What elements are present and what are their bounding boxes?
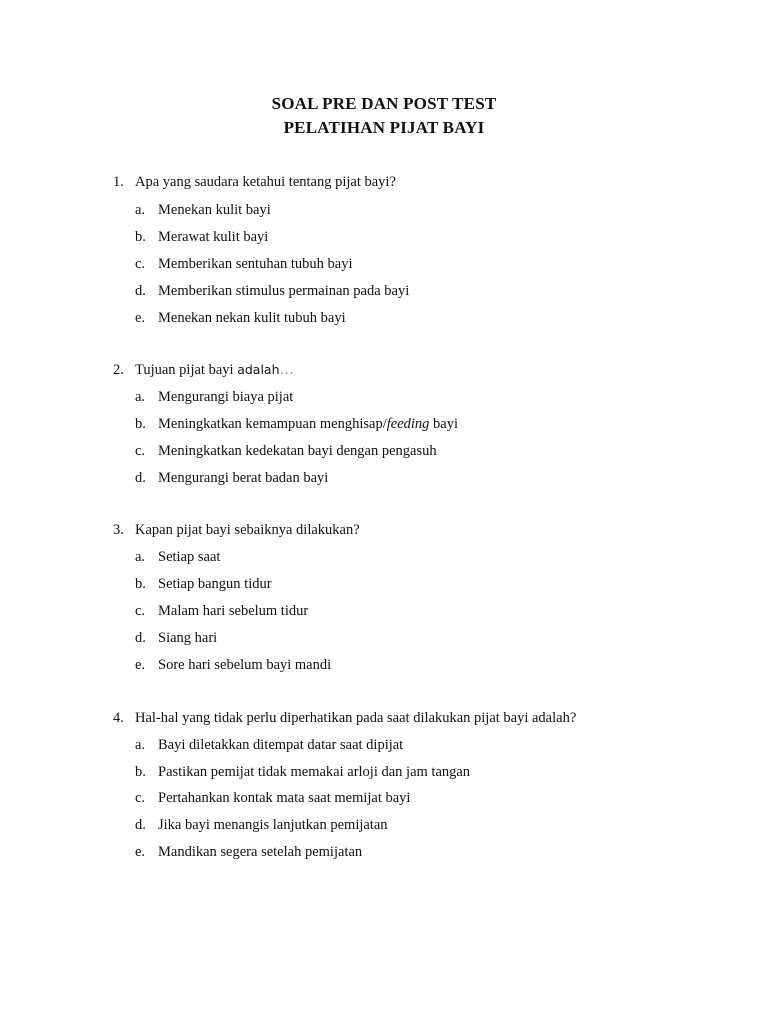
option-letter: c.	[135, 790, 146, 806]
option-letter: b.	[135, 229, 146, 245]
option-text: Menekan kulit bayi	[158, 202, 271, 218]
option-text: Mengurangi berat badan bayi	[158, 470, 329, 486]
option-text: Jika bayi menangis lanjutkan pemijatan	[158, 817, 388, 833]
option-text: Memberikan stimulus permainan pada bayi	[158, 283, 410, 299]
option-letter: c.	[135, 443, 146, 459]
question-number: 1.	[113, 174, 124, 190]
question-text: Apa yang saudara ketahui tentang pijat bayi?	[135, 174, 396, 190]
option-letter: e.	[135, 310, 146, 326]
question-ellipsis: …	[279, 362, 294, 378]
option-letter: a.	[135, 549, 146, 565]
option-text: Pertahankan kontak mata saat memijat bayi	[158, 790, 411, 806]
option-letter: a.	[135, 737, 146, 753]
document-title-line2: PELATIHAN PIJAT BAYI	[283, 118, 485, 137]
option-letter: d.	[135, 817, 146, 833]
option-text: Memberikan sentuhan tubuh bayi	[158, 256, 353, 272]
option-text: Setiap bangun tidur	[158, 576, 272, 592]
document-title-line1: SOAL PRE DAN POST TEST	[271, 94, 497, 113]
option-letter: a.	[135, 389, 146, 405]
option-letter: d.	[135, 470, 146, 486]
option-text-italic: feeding	[386, 416, 430, 432]
question-text-main: Tujuan pijat bayi	[135, 362, 238, 378]
option-text-before: Meningkatkan kemampuan menghisap/	[158, 416, 387, 432]
option-text: Meningkatkan kedekatan bayi dengan pengasuh	[158, 443, 437, 459]
question-number: 4.	[113, 710, 124, 726]
option-letter: a.	[135, 202, 146, 218]
option-letter: b.	[135, 576, 146, 592]
option-text-after: bayi	[429, 416, 459, 432]
option-letter: e.	[135, 844, 146, 860]
option-text: Setiap saat	[158, 549, 221, 565]
option-text: Mengurangi biaya pijat	[158, 389, 294, 405]
option-letter: e.	[135, 657, 146, 673]
question-text	[135, 361, 294, 379]
question-number: 2.	[113, 362, 124, 378]
option-letter: c.	[135, 603, 146, 619]
option-text	[158, 415, 458, 433]
option-text: Malam hari sebelum tidur	[158, 603, 309, 619]
option-text: Pastikan pemijat tidak memakai arloji dan jam tangan	[158, 764, 471, 780]
question-text: Hal-hal yang tidak perlu diperhatikan pada saat dilakukan pijat bayi adalah?	[135, 710, 577, 726]
option-letter: b.	[135, 416, 146, 432]
option-text: Siang hari	[158, 630, 218, 646]
option-letter: b.	[135, 764, 146, 780]
question-number: 3.	[113, 522, 124, 538]
question-text: Kapan pijat bayi sebaiknya dilakukan?	[135, 522, 360, 538]
option-letter: d.	[135, 283, 146, 299]
option-text: Sore hari sebelum bayi mandi	[158, 657, 332, 673]
option-text: Merawat kulit bayi	[158, 229, 269, 245]
option-text: Mandikan segera setelah pemijatan	[158, 844, 363, 860]
question-text-sans: adalah	[237, 362, 280, 377]
option-letter: d.	[135, 630, 146, 646]
option-letter: c.	[135, 256, 146, 272]
option-text: Menekan nekan kulit tubuh bayi	[158, 310, 346, 326]
option-text: Bayi diletakkan ditempat datar saat dipijat	[158, 737, 404, 753]
